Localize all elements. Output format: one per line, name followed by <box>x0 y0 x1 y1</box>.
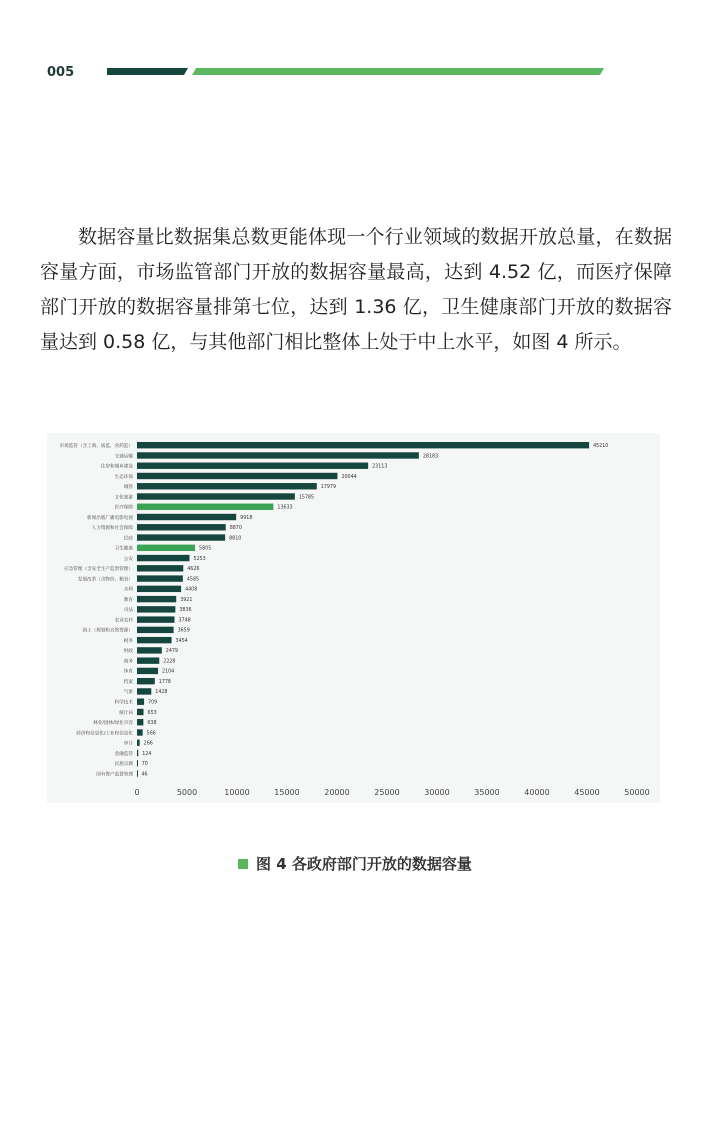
category-label: 农业农村 <box>114 618 133 624</box>
value-label: 3748 <box>178 618 191 624</box>
category-label: 统计局 <box>119 710 133 716</box>
bar <box>137 493 295 499</box>
value-label: 709 <box>148 700 158 706</box>
bar-chart <box>47 433 660 803</box>
value-label: 28183 <box>422 454 439 460</box>
caption-square-icon <box>238 859 248 869</box>
x-tick-label: 20000 <box>324 788 350 797</box>
category-label: 审计 <box>123 741 133 747</box>
category-label: 民族宗教 <box>114 762 133 768</box>
category-label: 体育 <box>123 669 133 675</box>
category-label: 科学技术 <box>114 700 133 706</box>
category-label: 公安 <box>123 556 133 562</box>
category-label: 档案 <box>123 679 133 685</box>
category-label: 水利 <box>123 587 133 593</box>
header-dark-stripe <box>107 68 188 75</box>
bar <box>137 740 140 746</box>
category-label: 林业/园林/绿化市容 <box>93 721 133 727</box>
bar <box>137 545 195 551</box>
bar <box>137 637 172 643</box>
category-label: 交通运输 <box>114 454 133 460</box>
bar <box>137 565 183 571</box>
x-tick-label: 5000 <box>176 788 198 797</box>
category-label: 医疗保障 <box>114 505 133 511</box>
category-label: 国土（规划和自然资源） <box>82 628 133 634</box>
category-label: 卫生健康 <box>114 546 133 552</box>
bar <box>137 463 368 469</box>
bar <box>137 729 143 735</box>
value-label: 45210 <box>593 444 609 449</box>
value-label: 653 <box>147 710 157 716</box>
category-label: 人力资源和社会保障 <box>91 526 133 532</box>
category-label: 市场监管（含工商、质监、食药监） <box>59 444 133 449</box>
bar <box>137 452 419 458</box>
figure-caption <box>0 853 710 874</box>
category-label: 商务 <box>123 659 133 665</box>
value-label: 2228 <box>163 659 176 665</box>
category-label: 住房和城乡建设 <box>100 464 133 470</box>
value-label: 20044 <box>341 474 357 480</box>
category-label: 应急管理（含安全生产监督管理） <box>64 567 133 573</box>
value-label: 4585 <box>186 577 200 583</box>
bar <box>137 719 143 725</box>
category-label: 司法 <box>123 608 133 614</box>
x-tick-label: 10000 <box>224 788 250 797</box>
bar <box>137 483 317 489</box>
category-label: 生态环保 <box>114 474 133 480</box>
bar <box>137 473 337 479</box>
bar <box>137 760 138 766</box>
category-label: 国有资产监督管理 <box>96 772 133 778</box>
bar-chart-svg <box>47 433 660 803</box>
value-label: 70 <box>141 762 148 768</box>
value-label: 17979 <box>320 485 337 491</box>
category-label: 气象 <box>123 690 133 696</box>
page-number: 005 <box>47 65 75 80</box>
bar <box>137 524 226 530</box>
bar <box>137 514 236 520</box>
bar <box>137 575 183 581</box>
value-label: 124 <box>142 751 152 757</box>
bar <box>137 534 225 540</box>
header-decoration <box>0 0 710 100</box>
value-label: 13633 <box>277 505 293 511</box>
header-green-stripe <box>192 68 604 75</box>
x-tick-label: 50000 <box>624 788 650 797</box>
bar <box>137 657 159 663</box>
figure-caption-text: 图 4 各政府部门开放的数据容量 <box>256 855 472 873</box>
x-tick-label: 40000 <box>524 788 550 797</box>
bar <box>137 616 174 622</box>
value-label: 8810 <box>229 536 242 542</box>
bar <box>137 688 151 694</box>
bar <box>137 586 181 592</box>
value-label: 3921 <box>180 597 193 603</box>
category-label: 发展改革（含物价、粮食） <box>77 577 133 583</box>
value-label: 15785 <box>298 495 315 501</box>
value-label: 46 <box>141 772 148 778</box>
category-label: 财政 <box>123 649 133 655</box>
value-label: 2104 <box>162 669 175 675</box>
value-label: 2479 <box>165 649 179 655</box>
category-label: 教育 <box>123 597 133 603</box>
value-label: 566 <box>146 731 156 737</box>
value-label: 5253 <box>193 556 206 562</box>
bar <box>137 442 589 448</box>
bar <box>137 668 158 674</box>
value-label: 8870 <box>229 526 242 532</box>
bar <box>137 750 138 756</box>
bar <box>137 709 144 715</box>
category-label: 城管 <box>123 485 133 491</box>
value-label: 5805 <box>199 546 212 552</box>
value-label: 4408 <box>185 587 198 593</box>
bar <box>137 504 273 510</box>
value-label: 1428 <box>155 690 168 696</box>
value-label: 3836 <box>179 608 192 614</box>
category-label: 金融监管 <box>114 751 133 757</box>
category-label: 经济和信息化/工业和信息化 <box>76 731 133 737</box>
category-label: 新闻出版广播电影电视 <box>87 515 133 521</box>
value-label: 23113 <box>372 464 388 470</box>
value-label: 1778 <box>158 679 171 685</box>
bar <box>137 770 138 776</box>
bar <box>137 596 176 602</box>
x-tick-label: 15000 <box>274 788 300 797</box>
bar <box>137 678 155 684</box>
bar <box>137 555 190 561</box>
value-label: 4626 <box>187 567 200 573</box>
category-label: 民政 <box>123 536 133 542</box>
value-label: 3454 <box>175 638 188 644</box>
x-tick-label: 45000 <box>574 788 600 797</box>
value-label: 638 <box>147 721 157 727</box>
x-tick-label: 0 <box>134 788 140 797</box>
body-paragraph: 数据容量比数据集总数更能体现一个行业领域的数据开放总量，在数据容量方面，市场监管部门开放的数据容量最高，达到 4.52 亿，而医疗保障部门开放的数据容量排第七位，达到 1.36 亿，卫生健康部门开放的数据容量达到 0.58 亿，与其他部门相比整体上处于中上水平，如图 4 所示。 <box>40 226 672 353</box>
bar <box>137 606 175 612</box>
bar <box>137 647 162 653</box>
bar <box>137 699 144 705</box>
value-label: 9918 <box>240 515 253 521</box>
value-label: 3659 <box>177 628 190 634</box>
bar <box>137 627 174 633</box>
x-tick-label: 25000 <box>374 788 400 797</box>
category-label: 文化旅游 <box>114 495 133 501</box>
x-tick-label: 30000 <box>424 788 450 797</box>
category-label: 税务 <box>123 638 133 644</box>
value-label: 266 <box>143 741 153 747</box>
x-tick-label: 35000 <box>474 788 500 797</box>
